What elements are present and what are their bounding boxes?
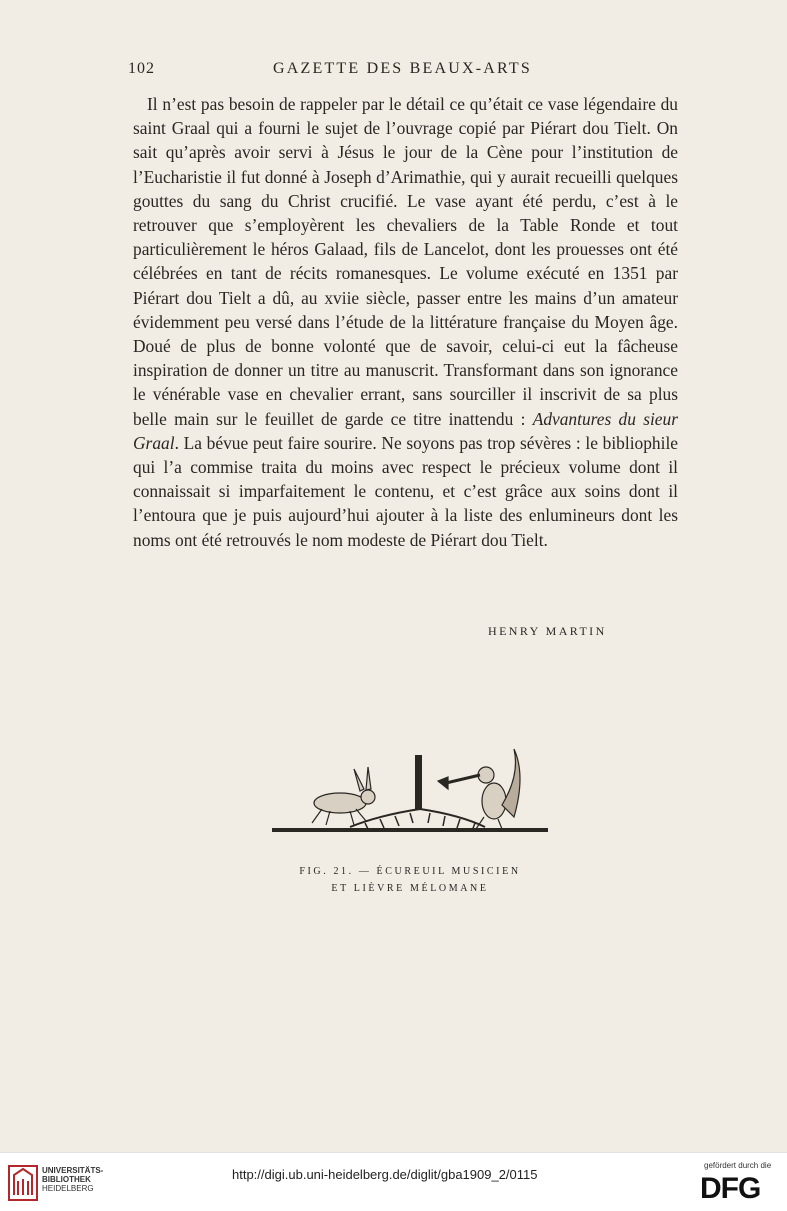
central-stem [415,755,422,810]
branch-base [272,809,548,831]
paragraph-text-part1: Il n’est pas besoin de rappeler par le détail ce qu’était ce vase légendaire du saint Graal qui a fourni le sujet de l’ouvrage copié par Piérart dou Tielt. On sait qu’après avoir servi à Jésus le jour de la Cène pour l’institution de l’Eucharistie il fut donné à Joseph d’Arimathie, qui y aurait recueilli quelques gouttes du sang du Christ crucifié. Le vase ayant été perdu, c’est à le retrouver que s’employèrent les chevaliers de la Table Ronde et tout particulièrement le héros Galaad, fils de Lancelot, dont les prouesses ont été célébrées en tant de récits romanesques. Le volume exécuté en 1351 par Piérart dou Tielt a dû, au xviie siècle, passer entre les mains d’un amateur évidemment peu versé dans l’étude de la littérature française du Moyen âge. Doué de plus de bonne volonté que de savoir, celui-ci eut la fâcheuse inspiration de donner un titre au manuscrit. Transformant dans son ignorance le vénérable vase en chevalier errant, sans sourciller il inscrivit de sa plus belle main sur le feuillet de garde ce titre inattendu : [133,94,678,429]
hare-illustration [312,767,375,825]
university-library-name [42,1166,103,1193]
article-paragraph [133,92,678,552]
institution-line-3: HEIDELBERG [42,1184,94,1193]
permalink-url[interactable]: http://digi.ub.uni-heidelberg.de/diglit/gba1909_2/0115 [232,1167,538,1182]
institution-line-2: BIBLIOTHEK [42,1175,91,1184]
manuscript-title: Advantures du sieur Graal [133,408,678,453]
running-head [128,60,668,84]
journal-title: GAZETTE DES BEAUX-ARTS [273,60,532,77]
article-body [133,92,678,552]
dfg-logo-icon[interactable]: DFG [700,1172,761,1205]
funder-label: gefördert durch die [704,1161,772,1170]
illumination-figure [270,745,550,845]
university-library-logo-icon[interactable] [8,1165,38,1201]
institution-line-1: UNIVERSITÄTS- [42,1166,104,1175]
paragraph-text-part2: . La bévue peut faire sourire. Ne soyons pas trop sévères : le bibliophile qui l’a commise traita du moins avec respect le précieux volume dont il connaissait si imparfaitement le contenu, et c’est grâce aux soins dont il l’entoura que je puis aujourd’hui ajouter à la liste des enlumineurs dont les noms ont été retrouvés le nom modeste de Piérart dou Tielt. [133,432,678,550]
caption-line-1: FIG. 21. — ÉCUREUIL MUSICIEN [299,866,521,877]
caption-line-2: ET LIÈVRE MÉLOMANE [331,883,489,894]
figure-caption [250,863,570,897]
page-number: 102 [128,60,155,77]
viewer-footer [0,1152,787,1211]
author-signature: HENRY MARTIN [488,624,607,638]
squirrel-illustration [438,749,520,829]
